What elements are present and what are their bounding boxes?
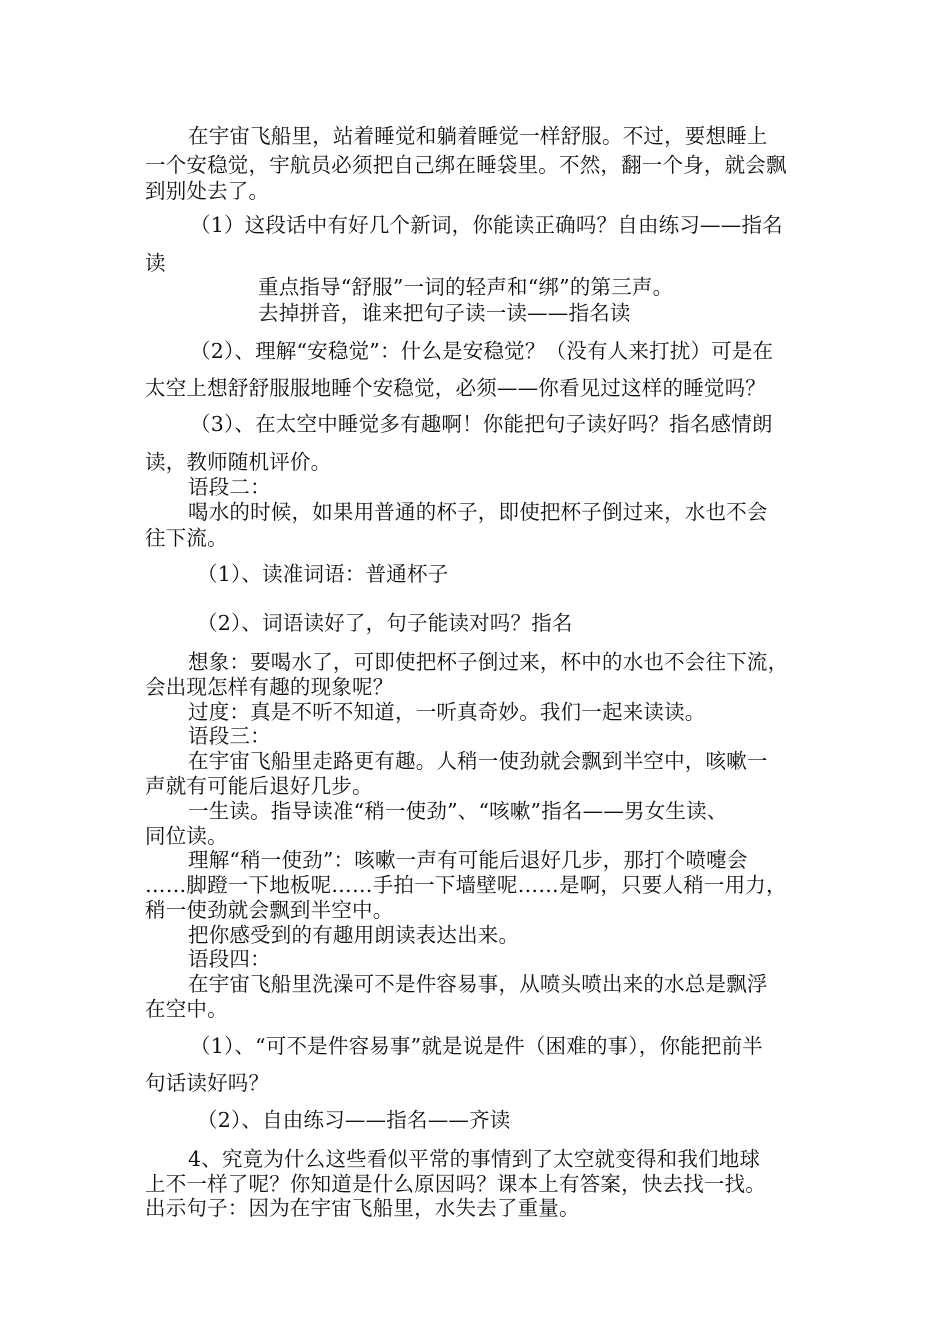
paragraph-line: 声就有可能后退好几步。 [145,774,373,798]
paragraph-line: （3）、在太空中睡觉多有趣啊！你能把句子读好吗？指名感情朗 [190,412,773,436]
paragraph-line: 一个安稳觉，宇航员必须把自己绑在睡袋里。不然，翻一个身，就会飘 [145,153,787,177]
paragraph-line: （2）、理解“安稳觉”：什么是安稳觉？（没有人来打扰）可是在 [190,339,774,363]
paragraph-line: （1）这段话中有好几个新词，你能读正确吗？自由练习——指名 [190,213,783,237]
paragraph-line: 出示句子：因为在宇宙飞船里，水失去了重量。 [145,1196,580,1220]
section-heading: 语段三： [188,724,271,748]
paragraph-line: 4、究竟为什么这些看似平常的事情到了太空就变得和我们地球 [188,1147,761,1171]
section-heading: 语段二： [188,475,271,499]
paragraph-line: 句话读好吗？ [145,1071,270,1095]
paragraph-line: 上不一样了呢？你知道是什么原因吗？课本上有答案，快去找一找。 [145,1172,766,1196]
paragraph-line: 太空上想舒舒服服地睡个安稳觉，必须——你看见过这样的睡觉吗？ [145,376,766,400]
paragraph-line: 往下流。 [145,526,228,550]
paragraph-line: 去掉拼音，谁来把句子读一读——指名读 [258,301,631,325]
paragraph-line: 过度：真是不听不知道，一听真奇妙。我们一起来读读。 [188,700,706,724]
paragraph-line: 稍一使劲就会飘到半空中。 [145,898,394,922]
paragraph-line: （1）、读准词语：普通杯子 [197,562,449,586]
paragraph-line: 读，教师随机评价。 [145,450,332,474]
paragraph-line: 在宇宙飞船里洗澡可不是件容易事，从喷头喷出来的水总是飘浮 [188,972,768,996]
paragraph-line: 喝水的时候，如果用普通的杯子，即使把杯子倒过来，水也不会 [188,500,768,524]
paragraph-line: （1）、“可不是件容易事”就是说是件（困难的事），你能把前半 [190,1034,764,1058]
paragraph-line: 想象：要喝水了，可即使把杯子倒过来，杯中的水也不会往下流， [188,650,789,674]
paragraph-line: 在宇宙飞船里走路更有趣。人稍一使劲就会飘到半空中，咳嗽一 [188,749,768,773]
paragraph-line: 在空中。 [145,997,228,1021]
paragraph-line: 会出现怎样有趣的现象呢？ [145,675,394,699]
paragraph-line: 一生读。指导读准“稍一使劲”、“咳嗽”指名——男女生读、 [188,799,728,823]
section-heading: 语段四： [188,947,271,971]
paragraph-line: 到别处去了。 [145,179,270,203]
paragraph-line: 同位读。 [145,824,228,848]
paragraph-line: 理解“稍一使劲”：咳嗽一声有可能后退好几步，那打个喷嚏会 [188,848,748,872]
paragraph-line: 读 [145,251,166,275]
paragraph-line: （2）、自由练习——指名——齐读 [197,1108,511,1132]
paragraph-line: 把你感受到的有趣用朗读表达出来。 [188,923,520,947]
paragraph-line: ……脚蹬一下地板呢……手拍一下墙壁呢……是啊，只要人稍一用力， [145,873,787,897]
paragraph-line: 重点指导“舒服”一词的轻声和“绑”的第三声。 [258,275,674,299]
paragraph-line: （2）、词语读好了，句子能读对吗？指名 [197,611,573,635]
paragraph-line: 在宇宙飞船里，站着睡觉和躺着睡觉一样舒服。不过，要想睡上 [188,124,768,148]
